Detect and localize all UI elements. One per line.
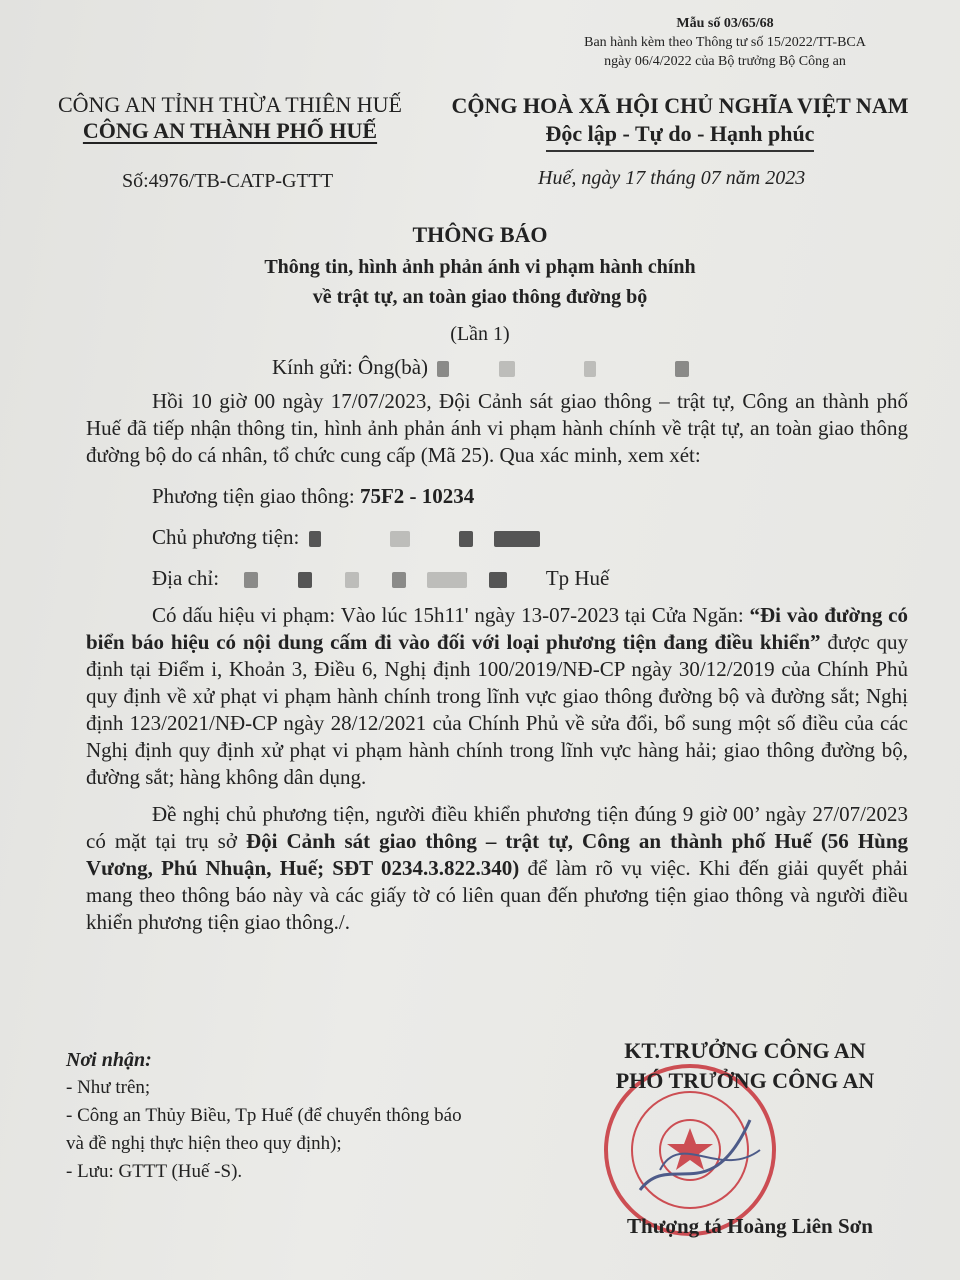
violation-paragraph (86, 602, 908, 791)
redacted-block (390, 531, 410, 547)
form-issued-with: Ban hành kèm theo Thông tư số 15/2022/TT-BCA (584, 35, 866, 50)
recipients-block (66, 1046, 462, 1186)
body-paragraph-1: Hồi 10 giờ 00 ngày 17/07/2023, Đội Cảnh sát giao thông – trật tự, Công an thành phố Huế đã tiếp nhận thông tin, hình ảnh phản ánh vi phạm hành chính về trật tự, an toàn giao thông đường bộ do cá nhân, tổ chức cung cấp (Mã 25). Qua xác minh, xem xét: (86, 389, 908, 467)
redacted-block (459, 531, 473, 547)
recipient-item: và đề nghị thực hiện theo quy định); (66, 1133, 342, 1154)
request-intro: Đề nghị chủ phương tiện, người điều khiển phương tiện đúng 9 giờ 00’ ngày 27/07/2023 có mặt tại trụ sở (86, 802, 908, 853)
signature-title-2: PHÓ TRƯỞNG CÔNG AN (615, 1068, 875, 1093)
agency-parent: CÔNG AN TỈNH THỪA THIÊN HUẾ (57, 92, 402, 117)
agency-header (40, 92, 420, 144)
recipient-line (272, 355, 693, 380)
notice-body (86, 388, 908, 936)
recipients-heading: Nơi nhận: (66, 1049, 152, 1071)
redacted-block (494, 531, 540, 547)
request-rest: để làm rõ vụ việc. Khi đến giải quyết phải mang theo thông báo này và các giấy tờ có liên quan đến phương tiện giao thông và người điều khiển phương tiện giao thông./. (86, 856, 908, 934)
notice-title: THÔNG BÁO (412, 222, 548, 247)
nation-name: CỘNG HOÀ XÃ HỘI CHỦ NGHĨA VIỆT NAM (451, 93, 909, 118)
vehicle-label: Phương tiện giao thông: (152, 484, 355, 508)
signer-name: Thượng tá Hoàng Liên Sơn (627, 1214, 873, 1238)
recipient-item: - Công an Thủy Biều, Tp Huế (để chuyển thông báo (66, 1105, 462, 1126)
request-paragraph (86, 801, 908, 936)
recipient-item: - Như trên; (66, 1077, 151, 1098)
owner-label: Chủ phương tiện: (152, 525, 300, 549)
request-location: Đội Cảnh sát giao thông – trật tự, Công an thành phố Huế (56 Hùng Vương, Phú Nhuận, Huế; SĐT 0234.3.822.340) (86, 829, 909, 880)
national-header (430, 92, 930, 152)
vehicle-plate: 75F2 - 10234 (359, 484, 475, 508)
document-number: Số:4976/TB-CATP-GTTT (122, 170, 334, 192)
owner-line (86, 524, 908, 551)
form-issued-date: ngày 06/4/2022 của Bộ trưởng Bộ Công an (604, 54, 846, 69)
signature-block (590, 1036, 900, 1096)
agency-name: CÔNG AN THÀNH PHỐ HUẾ (82, 118, 378, 143)
form-number: Mẫu số 03/65/68 (676, 16, 774, 31)
redacted-block (499, 361, 515, 377)
violation-legal-basis: được quy định tại Điểm i, Khoản 3, Điều 6, Nghị định 100/2019/NĐ-CP ngày 30/12/2019 của Chính Phủ quy định về xử phạt vi phạm hành chính trong lĩnh vực giao thông đường bộ và đường sắt; Nghị định 123/2021/NĐ-CP ngày 28/12/2021 của Chính Phủ về sửa đổi, bổ sung một số điều của các Nghị định quy định xử phạt vi phạm hành chính trong lĩnh vực hàng hải; giao thông đường bộ, đường sắt; hàng không dân dụng. (86, 630, 909, 789)
redacted-block (392, 572, 406, 588)
nation-motto: Độc lập - Tự do - Hạnh phúc (546, 120, 815, 152)
redacted-block (427, 572, 467, 588)
redacted-block (437, 361, 449, 377)
form-reference (560, 14, 890, 71)
notice-subtitle-2: về trật tự, an toàn giao thông đường bộ (312, 286, 648, 308)
document-date: Huế, ngày 17 tháng 07 năm 2023 (538, 167, 806, 189)
signature-title-1: KT.TRƯỞNG CÔNG AN (624, 1038, 866, 1063)
violation-description: “Đi vào đường có biển báo hiệu có nội dung cấm đi vào đối với loại phương tiện đang điều khiển” (86, 603, 908, 654)
redacted-block (345, 572, 359, 588)
violation-intro: Có dấu hiệu vi phạm: Vào lúc 15h11' ngày 13-07-2023 tại Cửa Ngăn: (152, 603, 750, 627)
address-city: Tp Huế (545, 566, 610, 590)
notice-round: (Lần 1) (450, 323, 510, 345)
vehicle-line (86, 483, 908, 510)
recipient-label: Kính gửi: Ông(bà) (272, 355, 429, 379)
redacted-block (675, 361, 689, 377)
redacted-block (298, 572, 312, 588)
redacted-block (244, 572, 258, 588)
address-label: Địa chỉ: (152, 566, 220, 590)
notice-subtitle-1: Thông tin, hình ảnh phản ánh vi phạm hành chính (264, 256, 696, 278)
redacted-block (489, 572, 507, 588)
redacted-block (309, 531, 321, 547)
address-line (86, 565, 908, 592)
redacted-block (584, 361, 596, 377)
recipient-item: - Lưu: GTTT (Huế -S). (66, 1161, 243, 1182)
